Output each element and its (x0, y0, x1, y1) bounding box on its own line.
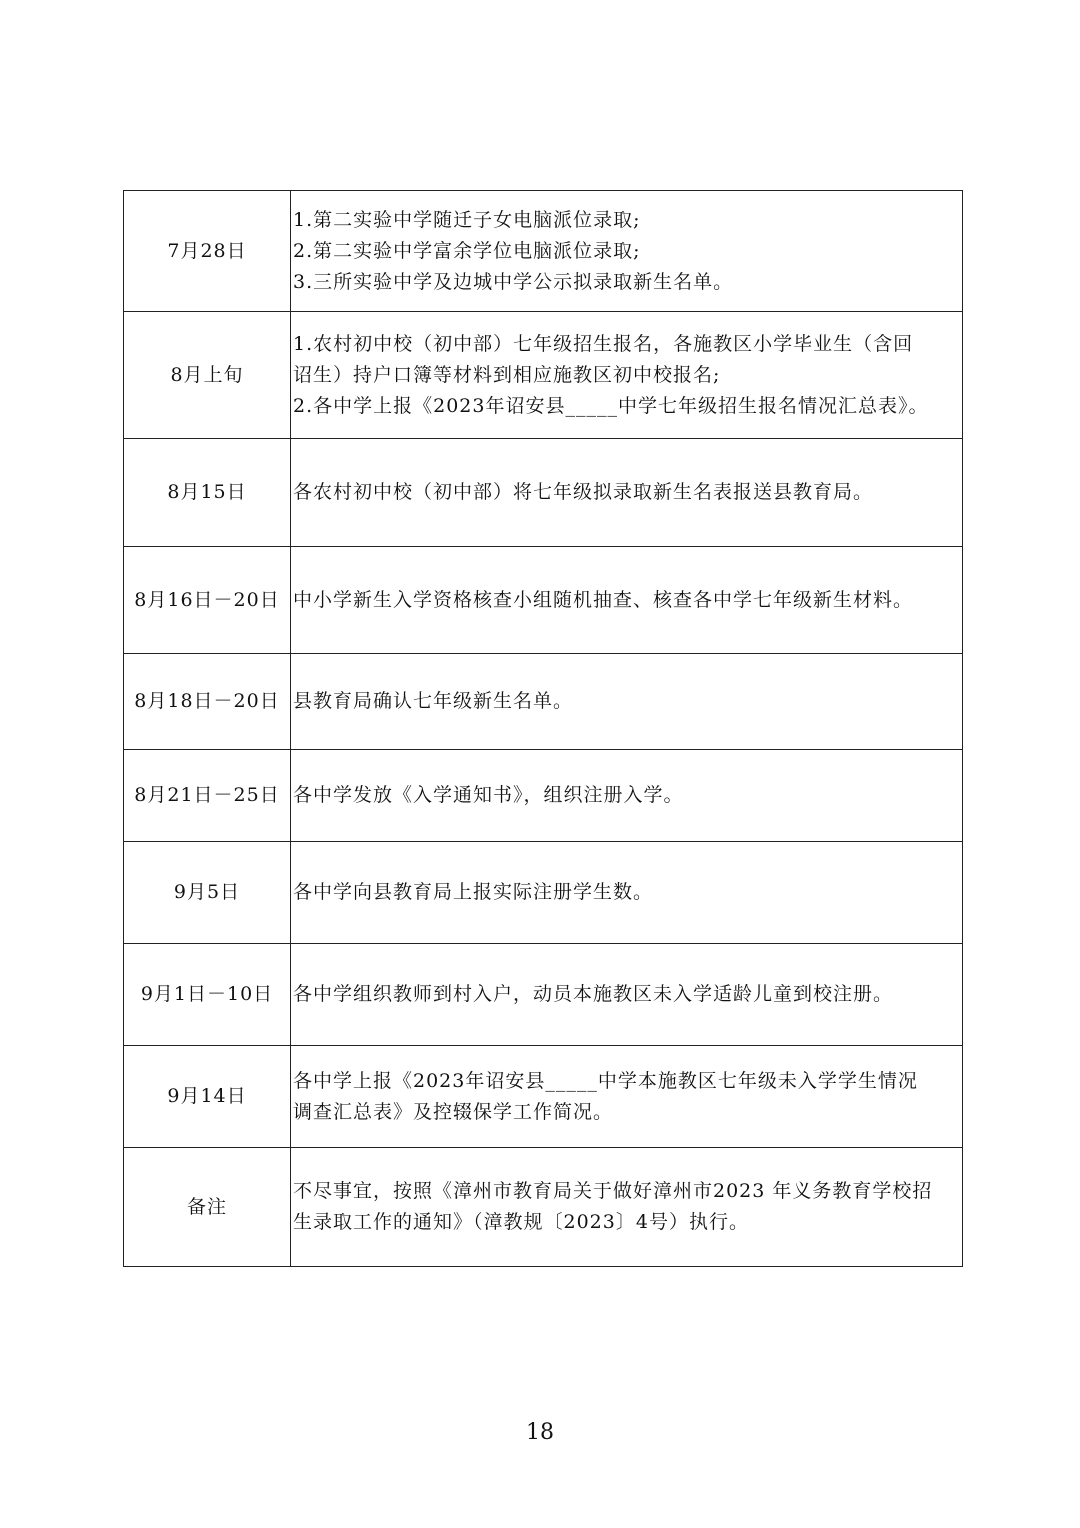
date-cell: 备注 (124, 1148, 291, 1267)
date-cell: 8月15日 (124, 439, 291, 547)
table-row (124, 1148, 963, 1267)
date-cell: 8月18日－20日 (124, 654, 291, 750)
table-row (124, 944, 963, 1046)
content-cell (291, 654, 963, 750)
date-cell: 9月14日 (124, 1046, 291, 1148)
date-cell: 9月5日 (124, 842, 291, 944)
content-cell (291, 1046, 963, 1148)
table-row (124, 1046, 963, 1148)
date-cell: 9月1日－10日 (124, 944, 291, 1046)
content-line: 1.第二实验中学随迁子女电脑派位录取; (293, 208, 641, 231)
content-cell (291, 944, 963, 1046)
content-cell (291, 439, 963, 547)
date-cell: 7月28日 (124, 191, 291, 312)
table-row (124, 312, 963, 439)
table-row (124, 439, 963, 547)
content-line: 各农村初中校（初中部）将七年级拟录取新生名表报送县教育局。 (293, 481, 874, 503)
content-line: 不尽事宜，按照《漳州市教育局关于做好漳州市2023 年义务教育学校招 (293, 1180, 933, 1202)
content-line: 各中学上报《2023年诏安县_____中学本施教区七年级未入学学生情况 (293, 1069, 918, 1092)
table-row (124, 750, 963, 842)
content-cell (291, 842, 963, 944)
date-cell: 8月21日－25日 (124, 750, 291, 842)
schedule-table (123, 190, 963, 1267)
content-line: 各中学组织教师到村入户，动员本施教区未入学适龄儿童到校注册。 (293, 983, 894, 1005)
content-line: 县教育局确认七年级新生名单。 (293, 690, 574, 712)
table-row (124, 191, 963, 312)
content-line: 生录取工作的通知》（漳教规〔2023〕4号）执行。 (293, 1211, 749, 1233)
content-cell (291, 750, 963, 842)
date-cell: 8月上旬 (124, 312, 291, 439)
content-line: 诏生）持户口簿等材料到相应施教区初中校报名; (293, 363, 721, 386)
content-cell (291, 547, 963, 654)
content-line: 2.各中学上报《2023年诏安县_____中学七年级招生报名情况汇总表》。 (293, 394, 929, 417)
content-line: 2.第二实验中学富余学位电脑派位录取; (293, 239, 641, 262)
table-row (124, 842, 963, 944)
content-line: 中小学新生入学资格核查小组随机抽查、核查各中学七年级新生材料。 (293, 588, 914, 611)
table-row (124, 547, 963, 654)
content-line: 3.三所实验中学及边城中学公示拟录取新生名单。 (293, 270, 734, 293)
content-cell (291, 191, 963, 312)
content-cell (291, 1148, 963, 1267)
content-cell (291, 312, 963, 439)
table-row (124, 654, 963, 750)
content-line: 各中学发放《入学通知书》，组织注册入学。 (293, 784, 684, 806)
page-number: 18 (526, 1420, 554, 1445)
content-line: 调查汇总表》及控辍保学工作简况。 (293, 1100, 614, 1123)
date-cell: 8月16日－20日 (124, 547, 291, 654)
content-line: 各中学向县教育局上报实际注册学生数。 (293, 881, 654, 903)
content-line: 1.农村初中校（初中部）七年级招生报名，各施教区小学毕业生（含回 (293, 332, 914, 355)
